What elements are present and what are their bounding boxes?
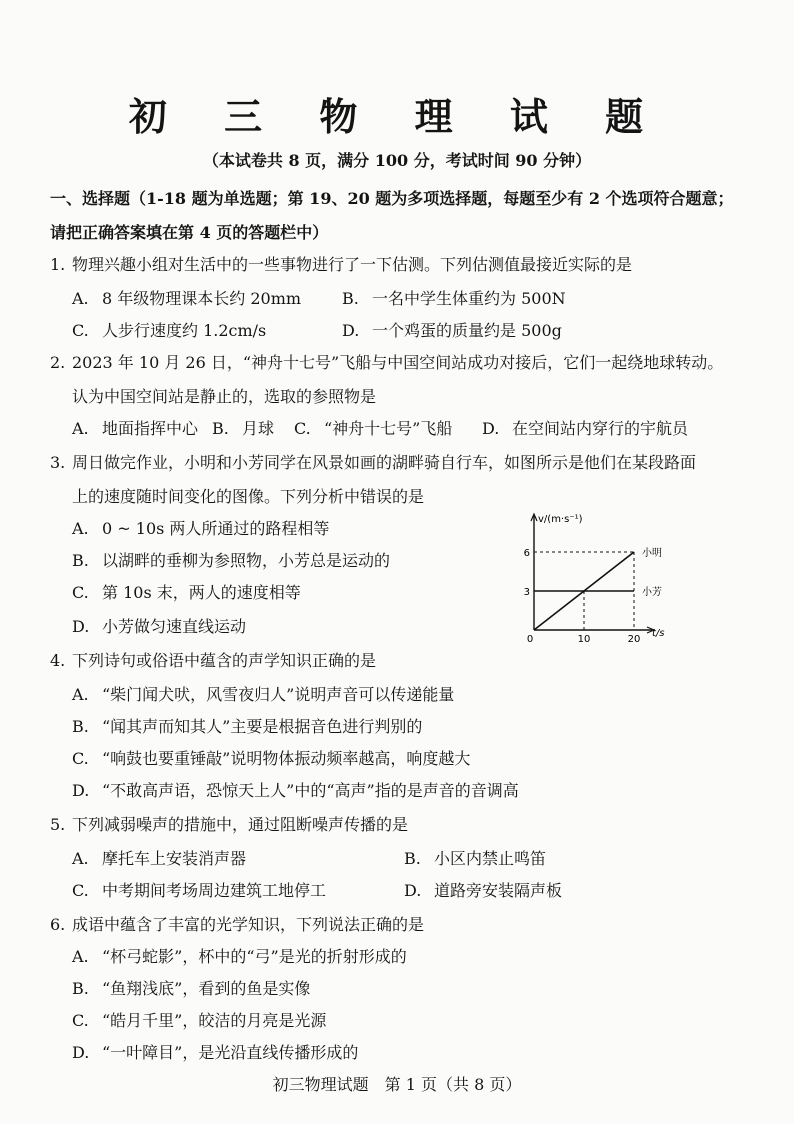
page-footer: 初三物理试题 第 1 页（共 8 页） <box>272 1075 522 1094</box>
velocity-time-chart <box>522 506 682 642</box>
q6-option-c: C. “皓月千里”，皎洁的月亮是光源 <box>72 1011 327 1030</box>
question-text: 物理兴趣小组对生活中的一些事物进行了一下估测。下列估测值最接近实际的是 <box>72 255 633 274</box>
question-5-stem <box>50 812 408 835</box>
y-tick-label: 6 <box>523 548 530 559</box>
section-instruction-line2: 请把正确答案填在第 4 页的答题栏中） <box>50 223 329 242</box>
question-number: 3. <box>50 453 66 472</box>
q4-option-a: A. “柴门闻犬吠，风雪夜归人”说明声音可以传递能量 <box>72 685 455 704</box>
q4-option-c: C. “响鼓也要重锤敲”说明物体振动频率越高，响度越大 <box>72 749 471 768</box>
question-text: 下列诗句或俗语中蕴含的声学知识正确的是 <box>72 651 377 670</box>
question-number: 2. <box>50 353 66 372</box>
question-number: 4. <box>50 651 66 670</box>
q4-option-b: B. “闻其声而知其人”主要是根据音色进行判别的 <box>72 717 423 736</box>
section-instruction-line1: 一、选择题（1-18 题为单选题；第 19、20 题为多项选择题，每题至少有 2 个选项符合题意； <box>50 189 734 208</box>
q6-option-b: B. “鱼翔浅底”，看到的鱼是实像 <box>72 979 311 998</box>
q1-option-a: A. 8 年级物理课本长约 20mm <box>72 289 302 308</box>
q4-option-d: D. “不敢高声语，恐惊天上人”中的“高声”指的是声音的音调高 <box>72 781 519 800</box>
q2-option-a: A. 地面指挥中心 <box>72 419 199 438</box>
q5-option-d: D. 道路旁安装隔声板 <box>404 881 563 900</box>
question-4-stem <box>50 648 376 671</box>
q1-option-d: D. 一个鸡蛋的质量约是 500g <box>342 321 562 340</box>
exam-info: （本试卷共 8 页，满分 100 分，考试时间 90 分钟） <box>202 151 592 170</box>
q3-option-b: B. 以湖畔的垂柳为参照物，小芳总是运动的 <box>72 551 391 570</box>
question-number: 1. <box>50 255 66 274</box>
question-number: 5. <box>50 815 66 834</box>
q3-option-c: C. 第 10s 末，两人的速度相等 <box>72 583 301 602</box>
question-3-stem-line2: 上的速度随时间变化的图像。下列分析中错误的是 <box>72 487 425 506</box>
x-axis-label: t/s <box>652 628 665 639</box>
question-2-stem-line1 <box>50 350 723 373</box>
q2-option-c: C. “神舟十七号”飞船 <box>294 419 453 438</box>
q6-option-a: A. “杯弓蛇影”，杯中的“弓”是光的折射形成的 <box>72 947 407 966</box>
q2-option-b: B. 月球 <box>212 419 275 438</box>
question-3-stem-line1 <box>50 450 696 473</box>
q2-option-d: D. 在空间站内穿行的宇航员 <box>482 419 689 438</box>
page-title: 初 三 物 理 试 题 <box>128 95 666 139</box>
question-text: 下列减弱噪声的措施中，通过阻断噪声传播的是 <box>72 815 409 834</box>
q1-option-c: C. 人步行速度约 1.2cm/s <box>72 321 267 340</box>
q3-option-d: D. 小芳做匀速直线运动 <box>72 617 247 636</box>
q6-option-d: D. “一叶障目”，是光沿直线传播形成的 <box>72 1043 359 1062</box>
q5-option-a: A. 摩托车上安装消声器 <box>72 849 247 868</box>
y-axis-label: v/(m·s⁻¹) <box>538 514 583 525</box>
q5-option-b: B. 小区内禁止鸣笛 <box>404 849 547 868</box>
series-label-1: 小明 <box>642 548 662 559</box>
q3-option-a: A. 0 ~ 10s 两人所通过的路程相等 <box>72 519 330 538</box>
y-tick-label: 3 <box>523 587 530 598</box>
x-tick-label: 10 <box>577 634 591 642</box>
question-2-stem-line2: 认为中国空间站是静止的，选取的参照物是 <box>72 387 377 406</box>
x-tick-label: 20 <box>627 634 641 642</box>
question-text: 成语中蕴含了丰富的光学知识，下列说法正确的是 <box>72 915 425 934</box>
question-1-stem <box>50 252 632 275</box>
question-number: 6. <box>50 915 66 934</box>
question-6-stem <box>50 912 424 935</box>
series-label-2: 小芳 <box>642 587 662 598</box>
question-text: 2023 年 10 月 26 日，“神舟十七号”飞船与中国空间站成功对接后，它们一起绕地球转动。 <box>72 353 724 372</box>
question-text: 周日做完作业，小明和小芳同学在风景如画的湖畔骑自行车，如图所示是他们在某段路面 <box>72 453 697 472</box>
q5-option-c: C. 中考期间考场周边建筑工地停工 <box>72 881 327 900</box>
x-tick-label: 0 <box>526 634 534 642</box>
q1-option-b: B. 一名中学生体重约为 500N <box>342 289 566 308</box>
